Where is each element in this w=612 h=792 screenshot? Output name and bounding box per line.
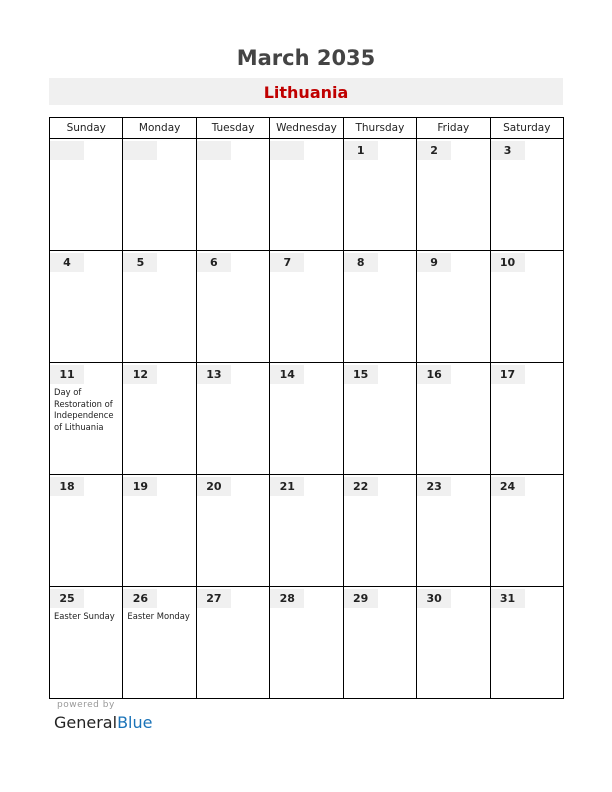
powered-by-text: powered by xyxy=(57,700,115,710)
day-cell xyxy=(417,363,490,475)
day-number-placeholder xyxy=(50,141,84,160)
day-cell xyxy=(417,251,490,363)
day-number: 30 xyxy=(417,589,451,608)
day-number-placeholder xyxy=(123,141,157,160)
week-row xyxy=(50,363,564,475)
day-number: 6 xyxy=(197,253,231,272)
day-cell xyxy=(343,475,416,587)
day-cell xyxy=(123,587,196,699)
day-number: 20 xyxy=(197,477,231,496)
day-cell xyxy=(343,587,416,699)
holiday-label: Easter Sunday xyxy=(54,611,115,621)
day-cell-empty xyxy=(123,139,196,251)
day-cell xyxy=(196,587,269,699)
week-row xyxy=(50,587,564,699)
day-number: 1 xyxy=(344,141,378,160)
day-cell-empty xyxy=(50,139,123,251)
holiday-label: Day of Restoration of Independence of Lithuania xyxy=(54,387,114,432)
page-title: March 2035 xyxy=(236,46,376,70)
day-cell xyxy=(490,139,563,251)
brand-general-text: General xyxy=(54,713,118,732)
day-cell-empty xyxy=(270,139,343,251)
day-number: 21 xyxy=(270,477,304,496)
day-cell xyxy=(270,475,343,587)
day-cell xyxy=(196,363,269,475)
day-number-placeholder xyxy=(270,141,304,160)
day-cell xyxy=(270,363,343,475)
day-number: 19 xyxy=(123,477,157,496)
holiday-label: Easter Monday xyxy=(127,611,190,621)
day-number: 10 xyxy=(491,253,525,272)
day-cell xyxy=(270,587,343,699)
day-number: 18 xyxy=(50,477,84,496)
weekday-saturday: Saturday xyxy=(490,118,563,139)
day-number: 3 xyxy=(491,141,525,160)
day-cell xyxy=(50,475,123,587)
day-number: 28 xyxy=(270,589,304,608)
day-number: 4 xyxy=(50,253,84,272)
day-number: 8 xyxy=(344,253,378,272)
week-row xyxy=(50,251,564,363)
day-number: 9 xyxy=(417,253,451,272)
day-cell xyxy=(417,139,490,251)
day-cell xyxy=(490,587,563,699)
day-cell xyxy=(343,251,416,363)
country-name: Lithuania xyxy=(263,83,349,102)
weekday-tuesday: Tuesday xyxy=(196,118,269,139)
brand-blue-text: Blue xyxy=(117,713,153,732)
day-number: 23 xyxy=(417,477,451,496)
day-number: 31 xyxy=(491,589,525,608)
day-number: 7 xyxy=(270,253,304,272)
day-cell-empty xyxy=(196,139,269,251)
day-cell xyxy=(123,363,196,475)
day-cell xyxy=(50,587,123,699)
day-cell xyxy=(343,363,416,475)
day-number: 24 xyxy=(491,477,525,496)
day-number: 25 xyxy=(50,589,84,608)
weekday-sunday: Sunday xyxy=(50,118,123,139)
day-cell xyxy=(270,251,343,363)
calendar-grid xyxy=(49,117,564,699)
generalblue-logo[interactable] xyxy=(54,713,152,732)
week-row xyxy=(50,139,564,251)
day-number: 26 xyxy=(123,589,157,608)
day-cell xyxy=(196,251,269,363)
country-banner xyxy=(49,78,563,105)
day-number: 13 xyxy=(197,365,231,384)
day-number: 17 xyxy=(491,365,525,384)
day-cell xyxy=(50,251,123,363)
day-cell xyxy=(490,251,563,363)
day-cell xyxy=(417,587,490,699)
day-number: 22 xyxy=(344,477,378,496)
day-number: 11 xyxy=(50,365,84,384)
day-cell xyxy=(343,139,416,251)
weekday-thursday: Thursday xyxy=(343,118,416,139)
day-number: 27 xyxy=(197,589,231,608)
weekday-monday: Monday xyxy=(123,118,196,139)
day-number: 5 xyxy=(123,253,157,272)
day-cell xyxy=(196,475,269,587)
day-cell xyxy=(123,475,196,587)
day-cell xyxy=(490,475,563,587)
day-number: 12 xyxy=(123,365,157,384)
weekday-wednesday: Wednesday xyxy=(270,118,343,139)
day-number: 29 xyxy=(344,589,378,608)
day-number: 2 xyxy=(417,141,451,160)
day-cell xyxy=(417,475,490,587)
day-cell xyxy=(490,363,563,475)
day-number: 14 xyxy=(270,365,304,384)
day-number-placeholder xyxy=(197,141,231,160)
day-cell xyxy=(50,363,123,475)
day-cell xyxy=(123,251,196,363)
week-row xyxy=(50,475,564,587)
weekday-friday: Friday xyxy=(417,118,490,139)
day-number: 16 xyxy=(417,365,451,384)
day-number: 15 xyxy=(344,365,378,384)
weekday-header-row xyxy=(50,118,564,139)
